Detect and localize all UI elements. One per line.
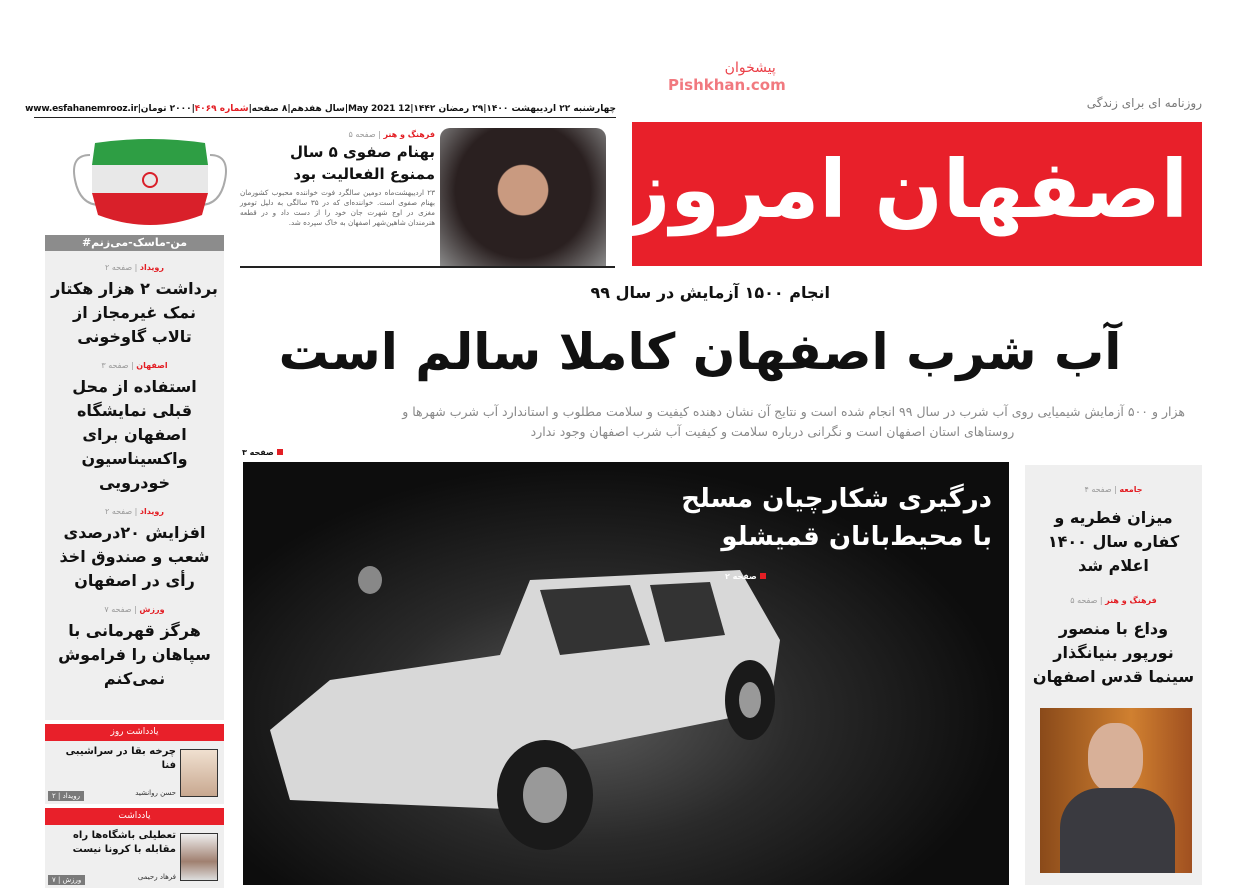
main-headline[interactable]: آب شرب اصفهان کاملا سالم است [278, 323, 1122, 381]
top-story-headline[interactable]: بهنام صفوی ۵ سال ممنوع الفعالیت بود [290, 143, 435, 183]
note-author: فرهاد رحیمی [137, 873, 176, 881]
page-ref: صفحه ۷ [104, 605, 132, 614]
section: جامعه [1119, 485, 1143, 494]
page-ref: صفحه ۵ [1070, 596, 1098, 605]
year: سال هفدهم [290, 103, 345, 114]
gregorian-date: 12 May 2021 [348, 103, 411, 114]
note-title: تعطیلی باشگاه‌ها راه مقابله با کرونا نیست [72, 830, 176, 855]
note-page: رویداد | ۲ [48, 791, 84, 801]
price: ۲۰۰۰ تومان [140, 103, 192, 114]
top-story [240, 130, 435, 264]
headline[interactable]: استفاده از محل قبلی نمایشگاه اصفهان برای واکسیناسیون خودرویی [72, 377, 197, 492]
kicker: ورزش | صفحه ۷ [104, 605, 165, 614]
main-summary [240, 402, 1185, 442]
page-count: ۸ صفحه [251, 103, 288, 114]
section: فرهنگ و هنر [383, 130, 435, 139]
kicker: اصفهان | صفحه ۳ [101, 361, 168, 370]
summary-line: هزار و ۵۰۰ آزمایش شیمیایی روی آب شرب در سال ۹۹ انجام شده است و نتایج آن نشان دهنده کیفیت و سلامت مطلوب و استاندارد آب شرب شهرها و [402, 404, 1185, 419]
divider [240, 266, 615, 268]
logo-text: اصفهان امروز [624, 143, 1188, 236]
note-author: حسن روانشید [135, 789, 176, 797]
headline[interactable]: وداع با منصور نورپور بنیانگذار سینما قدس اصفهان [1032, 619, 1195, 686]
portrait-head [1088, 723, 1143, 793]
note-title: چرخه بقا در سراشیبی فنا [65, 746, 176, 771]
headline[interactable]: افزایش ۲۰درصدی شعب و صندوق اخذ رأی در اصفهان [59, 523, 210, 590]
issue-number: شماره ۴۰۶۹ [194, 103, 249, 114]
watermark-en: Pishkhan.com [668, 76, 786, 94]
watermark-fa: پیشخوان [724, 60, 776, 76]
left-column [45, 251, 224, 720]
kicker: رویداد | صفحه ۲ [105, 263, 164, 272]
page-ref: صفحه ۲ [725, 572, 757, 581]
flag-mask-image [70, 135, 230, 233]
main-page-ref [242, 448, 283, 457]
note-card[interactable] [45, 808, 224, 888]
top-story-photo [440, 128, 606, 266]
note-label: یادداشت روز [45, 724, 224, 741]
headline[interactable]: برداشت ۲ هزار هکتار نمک غیرمجاز از تالاب گاوخونی [51, 279, 218, 346]
headline[interactable]: میزان فطریه و کفاره سال ۱۴۰۰ اعلام شد [1047, 508, 1180, 575]
page-ref: صفحه ۴ [1084, 485, 1112, 494]
main-kicker: انجام ۱۵۰۰ آزمایش در سال ۹۹ [590, 283, 830, 302]
photo-headline-line: با محیط‌بانان قمیشلو [721, 522, 992, 552]
kicker: فرهنگ و هنر | صفحه ۵ [1070, 596, 1157, 605]
mask-hashtag: #من-ماسک-می‌زنم [45, 235, 224, 251]
section: رویداد [139, 507, 164, 516]
date: چهارشنبه ۲۲ اردیبهشت ۱۴۰۰ [486, 103, 616, 114]
watermark [668, 60, 786, 94]
photo-headline-line: درگیری شکارچیان مسلح [681, 484, 992, 514]
author-photo [180, 833, 218, 881]
author-photo [180, 749, 218, 797]
kicker: رویداد | صفحه ۲ [105, 507, 164, 516]
page-ref: صفحه ۲ [105, 507, 133, 516]
portrait-body [1060, 788, 1175, 873]
page-ref: صفحه ۳ [101, 361, 129, 370]
note-page: ورزش | ۷ [48, 875, 85, 885]
bullet-icon [277, 449, 283, 455]
headline[interactable]: هرگز قهرمانی با سپاهان را فراموش نمی‌کنم [58, 621, 211, 688]
page-ref: صفحه ۲ [105, 263, 133, 272]
section: رویداد [139, 263, 164, 272]
section: فرهنگ و هنر [1105, 596, 1157, 605]
top-story-body: ۲۳ اردیبهشت‌ماه دومین سالگرد فوت خواننده محبوب کشورمان بهنام صفوی است. خواننده‌ای که در ۳۵ سالگی به دلیل تومور مغزی در اوج شهرت جان خود را از دست داد و در قطعه هنرمندان شاهین‌شهر اصفهان به خاک سپرده شد. [240, 188, 435, 227]
top-story-kicker: فرهنگ و هنر | صفحه ۵ [348, 130, 435, 139]
page-ref: صفحه ۳ [242, 448, 274, 457]
section: اصفهان [136, 361, 168, 370]
note-card[interactable] [45, 724, 224, 804]
website[interactable]: www.esfahanemrooz.ir [25, 103, 138, 114]
truck-image [270, 560, 790, 850]
note-label: یادداشت [45, 808, 224, 825]
section: ورزش [139, 605, 165, 614]
issue-info-bar: چهارشنبه ۲۲ اردیبهشت ۱۴۰۰ | ۲۹ رمضان ۱۴۴۲ | 12 May 2021 | سال هفدهم | ۸ صفحه | شماره ۴۰۶۹ | ۲۰۰۰ تومان | www.esfahanemrooz.ir [34, 100, 616, 118]
hijri-date: ۲۹ رمضان ۱۴۴۲ [413, 103, 484, 114]
page-ref: صفحه ۵ [348, 130, 376, 139]
bullet-icon [760, 573, 766, 579]
tagline: روزنامه ای برای زندگی [1086, 96, 1202, 110]
portrait-photo [1040, 708, 1192, 873]
kicker: جامعه | صفحه ۴ [1084, 485, 1143, 494]
photo-headline[interactable] [640, 480, 992, 556]
summary-line: روستاهای استان اصفهان است و نگرانی درباره سلامت و کیفیت آب شرب اصفهان وجود ندارد [530, 424, 1015, 439]
masthead-logo [624, 122, 1202, 266]
photo-page-ref [725, 572, 766, 581]
